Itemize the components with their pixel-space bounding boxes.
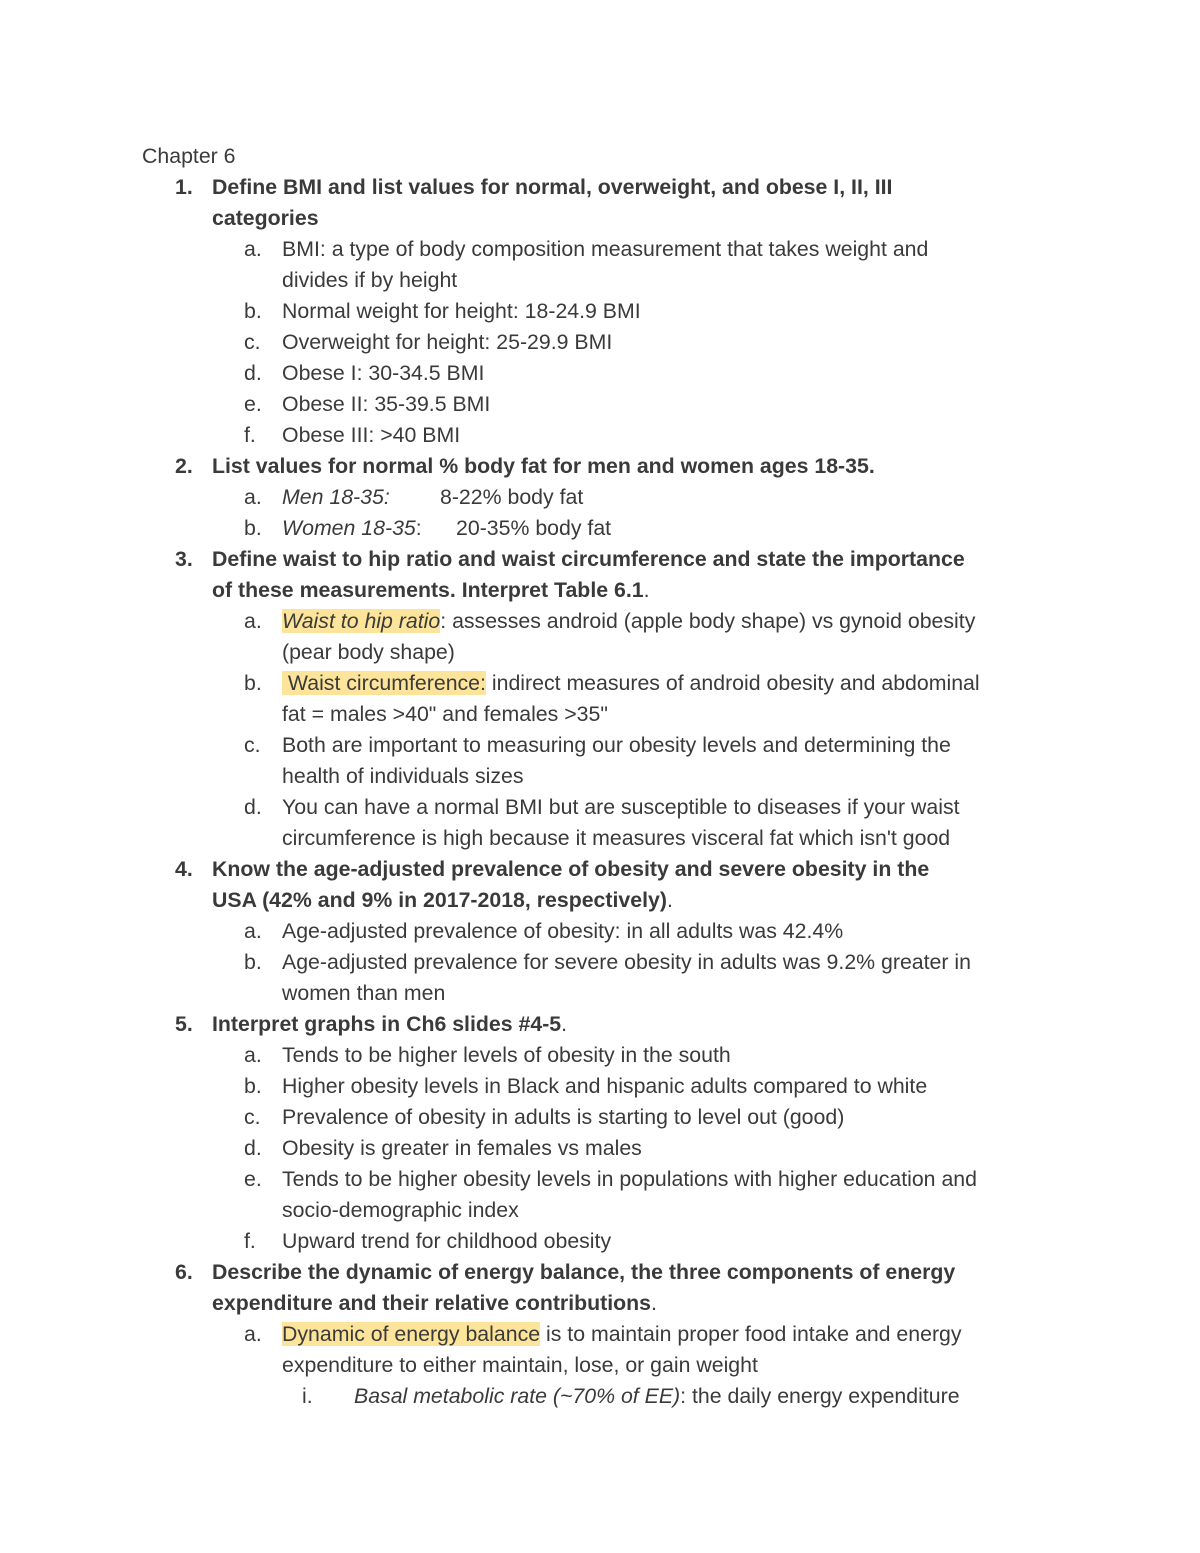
list-marker: a.	[244, 485, 262, 509]
list-marker: i.	[302, 1384, 313, 1408]
list-item-text: is to maintain proper food intake and energy	[540, 1322, 962, 1346]
list-item: Obese III: >40 BMI	[282, 423, 461, 447]
list-item: expenditure to either maintain, lose, or gain weight	[282, 1353, 758, 1377]
list-item: BMI: a type of body composition measurement that takes weight and	[282, 237, 929, 261]
list-item-text: : the daily energy expenditure	[680, 1384, 960, 1408]
question-text-period: .	[666, 888, 673, 912]
list-marker: e.	[244, 392, 262, 416]
question-number: 3.	[175, 547, 193, 571]
question-text-part: expenditure and their relative contributions	[212, 1291, 652, 1315]
question-text: categories	[212, 206, 319, 230]
list-marker: c.	[244, 1105, 261, 1129]
list-marker: b.	[244, 299, 262, 323]
list-item: health of individuals sizes	[282, 764, 524, 788]
question-number: 1.	[175, 175, 193, 199]
list-marker: f.	[244, 423, 256, 447]
question-text	[212, 885, 673, 916]
list-marker: b.	[244, 950, 262, 974]
question-text: Know the age-adjusted prevalence of obesity and severe obesity in the	[212, 857, 930, 881]
question-number: 5.	[175, 1012, 193, 1036]
list-item-text: indirect measures of android obesity and abdominal	[485, 671, 980, 695]
list-item: Age-adjusted prevalence of obesity: in all adults was 42.4%	[282, 919, 844, 943]
list-marker: d.	[244, 1136, 262, 1160]
list-item: women than men	[282, 981, 446, 1005]
highlighted-term: Waist circumference:	[282, 671, 486, 695]
list-item-value: 8-22% body fat	[440, 485, 584, 509]
question-text	[212, 1288, 657, 1319]
list-item: divides if by height	[282, 268, 458, 292]
list-item: Overweight for height: 25-29.9 BMI	[282, 330, 613, 354]
list-marker: b.	[244, 1074, 262, 1098]
list-item	[282, 1319, 962, 1350]
question-text-period: .	[561, 1012, 568, 1036]
list-item-colon: :	[415, 516, 422, 540]
list-item: Obese II: 35-39.5 BMI	[282, 392, 491, 416]
list-item: Normal weight for height: 18-24.9 BMI	[282, 299, 641, 323]
list-marker: a.	[244, 919, 262, 943]
question-text: List values for normal % body fat for men and women ages 18-35.	[212, 454, 875, 478]
list-marker: c.	[244, 330, 261, 354]
list-marker: b.	[244, 671, 262, 695]
list-item-label: Basal metabolic rate (~70% of EE)	[354, 1384, 681, 1408]
question-text-period: .	[643, 578, 650, 602]
list-marker: c.	[244, 733, 261, 757]
highlighted-term: Dynamic of energy balance	[282, 1322, 541, 1346]
list-item-label: Women 18-35	[282, 516, 416, 540]
question-number: 2.	[175, 454, 193, 478]
list-item: Higher obesity levels in Black and hispanic adults compared to white	[282, 1074, 928, 1098]
list-marker: d.	[244, 361, 262, 385]
list-item: Prevalence of obesity in adults is starting to level out (good)	[282, 1105, 845, 1129]
list-item	[282, 606, 975, 637]
question-text-period: .	[651, 1291, 657, 1315]
list-item: socio-demographic index	[282, 1198, 519, 1222]
question-text: Define waist to hip ratio and waist circumference and state the importance	[212, 547, 965, 571]
list-marker: a.	[244, 609, 262, 633]
list-marker: a.	[244, 1043, 262, 1067]
list-item: Upward trend for childhood obesity	[282, 1229, 612, 1253]
question-text-part: of these measurements. Interpret Table 6.1	[212, 578, 644, 602]
list-item: Tends to be higher levels of obesity in the south	[282, 1043, 731, 1067]
list-item: Obesity is greater in females vs males	[282, 1136, 642, 1160]
list-item	[282, 513, 422, 544]
list-item: fat = males >40" and females >35"	[282, 702, 608, 726]
list-marker: d.	[244, 795, 262, 819]
question-text	[212, 1009, 567, 1040]
list-item: Obese I: 30-34.5 BMI	[282, 361, 485, 385]
list-item: Tends to be higher obesity levels in populations with higher education and	[282, 1167, 977, 1191]
list-marker: b.	[244, 516, 262, 540]
list-marker: a.	[244, 237, 262, 261]
list-item: You can have a normal BMI but are susceptible to diseases if your waist	[282, 795, 960, 819]
question-text-part: USA (42% and 9% in 2017-2018, respectively)	[212, 888, 667, 912]
question-text	[212, 575, 650, 606]
highlighted-term: Waist to hip ratio	[282, 609, 441, 633]
question-number: 4.	[175, 857, 193, 881]
list-item-value: 20-35% body fat	[456, 516, 612, 540]
list-marker: a.	[244, 1322, 262, 1346]
question-text: Define BMI and list values for normal, overweight, and obese I, II, III	[212, 175, 893, 199]
list-item: Both are important to measuring our obesity levels and determining the	[282, 733, 951, 757]
list-item-label: Men 18-35:	[282, 485, 390, 509]
list-marker: e.	[244, 1167, 262, 1191]
question-text-part: Interpret graphs in Ch6 slides #4-5	[212, 1012, 562, 1036]
list-item: circumference is high because it measures visceral fat which isn't good	[282, 826, 951, 850]
page-title: Chapter 6	[142, 144, 236, 168]
list-item: Age-adjusted prevalence for severe obesity in adults was 9.2% greater in	[282, 950, 971, 974]
list-item	[282, 668, 980, 699]
list-item	[354, 1381, 960, 1412]
list-marker: f.	[244, 1229, 256, 1253]
list-item-text: : assesses android (apple body shape) vs gynoid obesity	[440, 609, 976, 633]
list-item: (pear body shape)	[282, 640, 455, 664]
question-text: Describe the dynamic of energy balance, the three components of energy	[212, 1260, 956, 1284]
question-number: 6.	[175, 1260, 193, 1284]
